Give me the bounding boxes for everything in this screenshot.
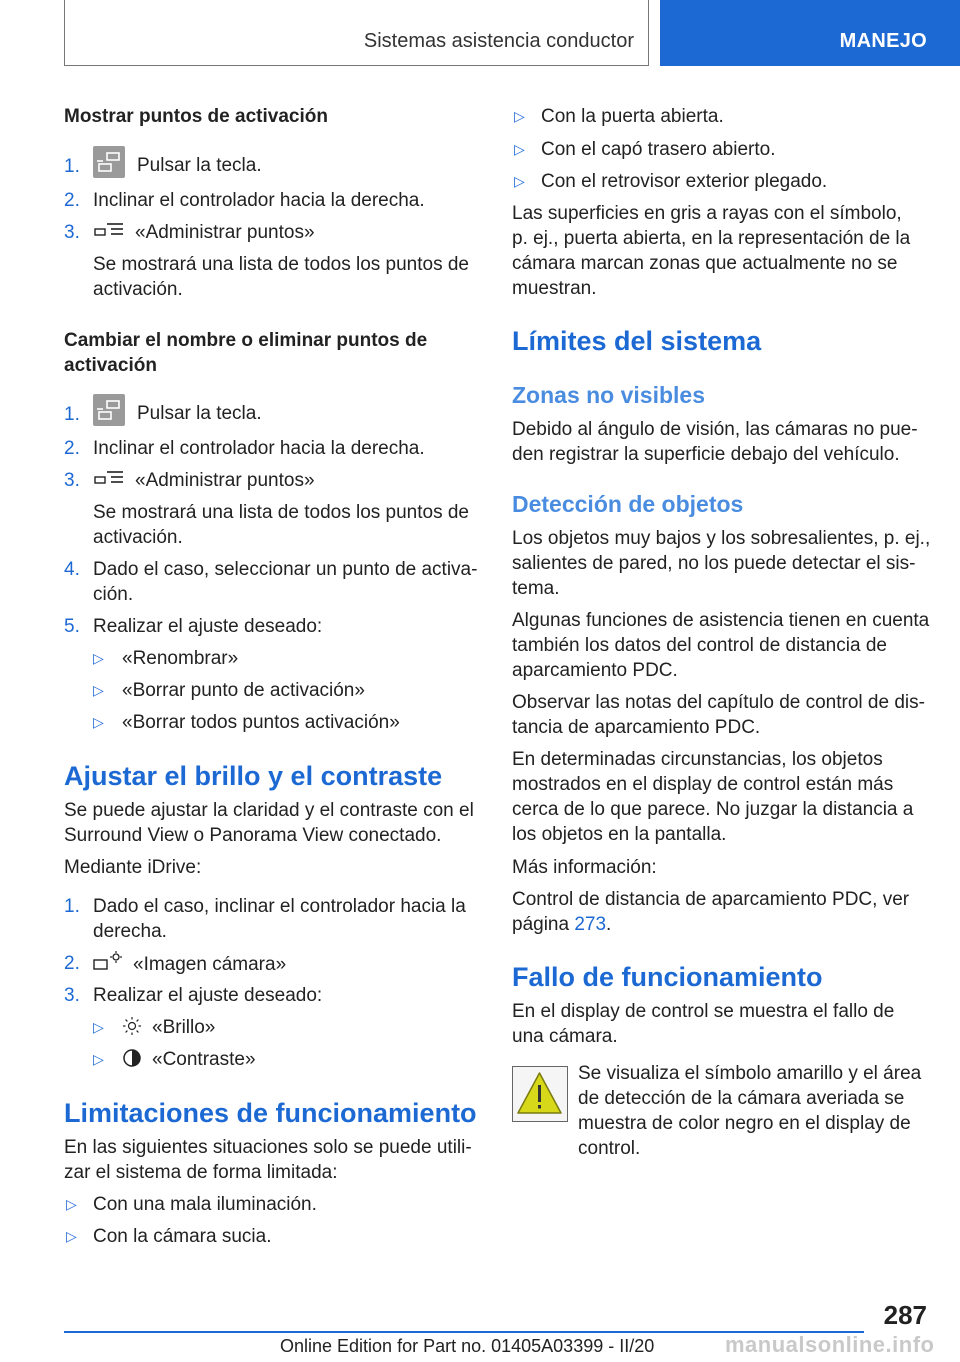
- detection-paragraph: Algunas funciones de asistencia tienen en cuenta también los datos del control de distancia de aparcamiento PDC.: [512, 610, 930, 681]
- triangle-bullet-icon: ▷: [93, 682, 104, 698]
- contrast-icon: [122, 1048, 142, 1075]
- list-item: 2. Inclinar el controlador hacia la derecha.: [64, 438, 425, 459]
- more-info-label: Más información:: [512, 857, 657, 878]
- detection-paragraph: En determinadas circunstancias, los objetos mostrados en el display de control están más cerca de lo que parece. No juzgar la distancia a los objetos en la pantalla.: [512, 749, 914, 845]
- triangle-bullet-icon: ▷: [66, 1228, 77, 1244]
- list-item: 3. «Administrar puntos» Se mostrará una lista de todos los puntos de activación.: [64, 222, 470, 300]
- list-item: ▷ Con la cámara sucia.: [66, 1226, 272, 1247]
- triangle-bullet-icon: ▷: [93, 1051, 104, 1067]
- list-item: ▷ «Brillo»: [93, 1015, 483, 1040]
- detection-paragraph: Los objetos muy bajos y los sobresalientes, p. ej., salientes de pared, no los puede detectar el sis-tema.: [512, 528, 931, 599]
- list-item: 2. Inclinar el controlador hacia la derecha.: [64, 190, 425, 211]
- pdc-reference: Control de distancia de aparcamiento PDC, ver página 273.: [512, 889, 910, 935]
- triangle-bullet-icon: ▷: [93, 1019, 104, 1035]
- list-item: ▷ «Borrar todos puntos activación»: [93, 712, 400, 733]
- list-item: 1. Dado el caso, inclinar el controlador hacia la derecha.: [64, 896, 466, 942]
- limits-intro: En las siguientes situaciones solo se puede utili-zar el sistema de forma limitada:: [64, 1137, 472, 1183]
- manage-points-icon: [93, 469, 125, 496]
- brightness-via: Mediante iDrive:: [64, 857, 202, 878]
- camera-settings-icon: [93, 951, 123, 980]
- list-item: 2. «Imagen cámara»: [64, 951, 484, 976]
- triangle-bullet-icon: ▷: [514, 173, 525, 189]
- list-item: 4. Dado el caso, seleccionar un punto de activa-ción.: [64, 559, 478, 605]
- edition-text: Online Edition for Part no. 01405A03399 - II/20: [280, 1336, 655, 1356]
- hatched-note: Las superficies en gris a rayas con el símbolo, p. ej., puerta abierta, en la representación de la cámara marcan zonas que actualmente no se muestran.: [512, 203, 911, 299]
- list-item: ▷ Con la puerta abierta.: [514, 106, 724, 127]
- connection-button-icon: [93, 394, 125, 426]
- watermark: manualsonline.info: [725, 1332, 935, 1357]
- detection-paragraph: Observar las notas del capítulo de control de dis-tancia de aparcamiento PDC.: [512, 692, 925, 738]
- list-item: 1. Pulsar la tecla.: [64, 386, 484, 426]
- blind-zones-text: Debido al ángulo de visión, las cámaras no pue-den registrar la superficie debajo del vehículo.: [512, 419, 918, 465]
- fault-intro: En el display de control se muestra el fallo de una cámara.: [512, 1001, 895, 1047]
- list-item: ▷ Con el capó trasero abierto.: [514, 139, 776, 160]
- list-item: 1. Pulsar la tecla.: [64, 138, 484, 178]
- blind-zones-heading: Zonas no visibles: [512, 382, 705, 408]
- object-detection-heading: Detección de objetos: [512, 491, 744, 517]
- rename-points-heading: Cambiar el nombre o eliminar puntos de activación: [64, 330, 428, 376]
- fault-heading: Fallo de funcionamiento: [512, 962, 823, 992]
- page-header: [0, 0, 960, 66]
- chapter-tab: MANEJO: [660, 0, 960, 66]
- triangle-bullet-icon: ▷: [93, 650, 104, 666]
- list-item: 3. «Administrar puntos» Se mostrará una lista de todos los puntos de activación.: [64, 470, 470, 548]
- page-number: 287: [883, 1300, 927, 1330]
- triangle-bullet-icon: ▷: [514, 108, 525, 124]
- triangle-bullet-icon: ▷: [93, 714, 104, 730]
- manage-points-icon: [93, 221, 125, 248]
- connection-button-icon: [93, 146, 125, 178]
- list-item: ▷ «Contraste»: [93, 1047, 483, 1072]
- list-item: ▷ «Renombrar»: [93, 648, 239, 669]
- list-item: 5. Realizar el ajuste deseado:: [64, 616, 323, 637]
- fault-warning-text: Se visualiza el símbolo amarillo y el área de detección de la cámara averiada se muestra de color negro en el display de control.: [578, 1063, 922, 1159]
- page-reference-link[interactable]: 273: [574, 914, 607, 935]
- limits-heading: Limitaciones de funcionamiento: [64, 1098, 477, 1128]
- triangle-bullet-icon: ▷: [66, 1196, 77, 1212]
- system-limits-heading: Límites del sistema: [512, 326, 762, 356]
- list-item: 3. Realizar el ajuste deseado:: [64, 985, 323, 1006]
- list-item: ▷ «Borrar punto de activación»: [93, 680, 365, 701]
- triangle-bullet-icon: ▷: [514, 141, 525, 157]
- list-item: ▷ Con el retrovisor exterior plegado.: [514, 171, 828, 192]
- brightness-intro: Se puede ajustar la claridad y el contraste con el Surround View o Panorama View conectado.: [64, 800, 474, 846]
- list-item: ▷ Con una mala iluminación.: [66, 1194, 317, 1215]
- show-points-heading: Mostrar puntos de activación: [64, 106, 328, 127]
- brightness-icon: [122, 1016, 142, 1043]
- brightness-heading: Ajustar el brillo y el contraste: [64, 761, 443, 791]
- section-title: Sistemas asistencia conductor: [64, 0, 649, 66]
